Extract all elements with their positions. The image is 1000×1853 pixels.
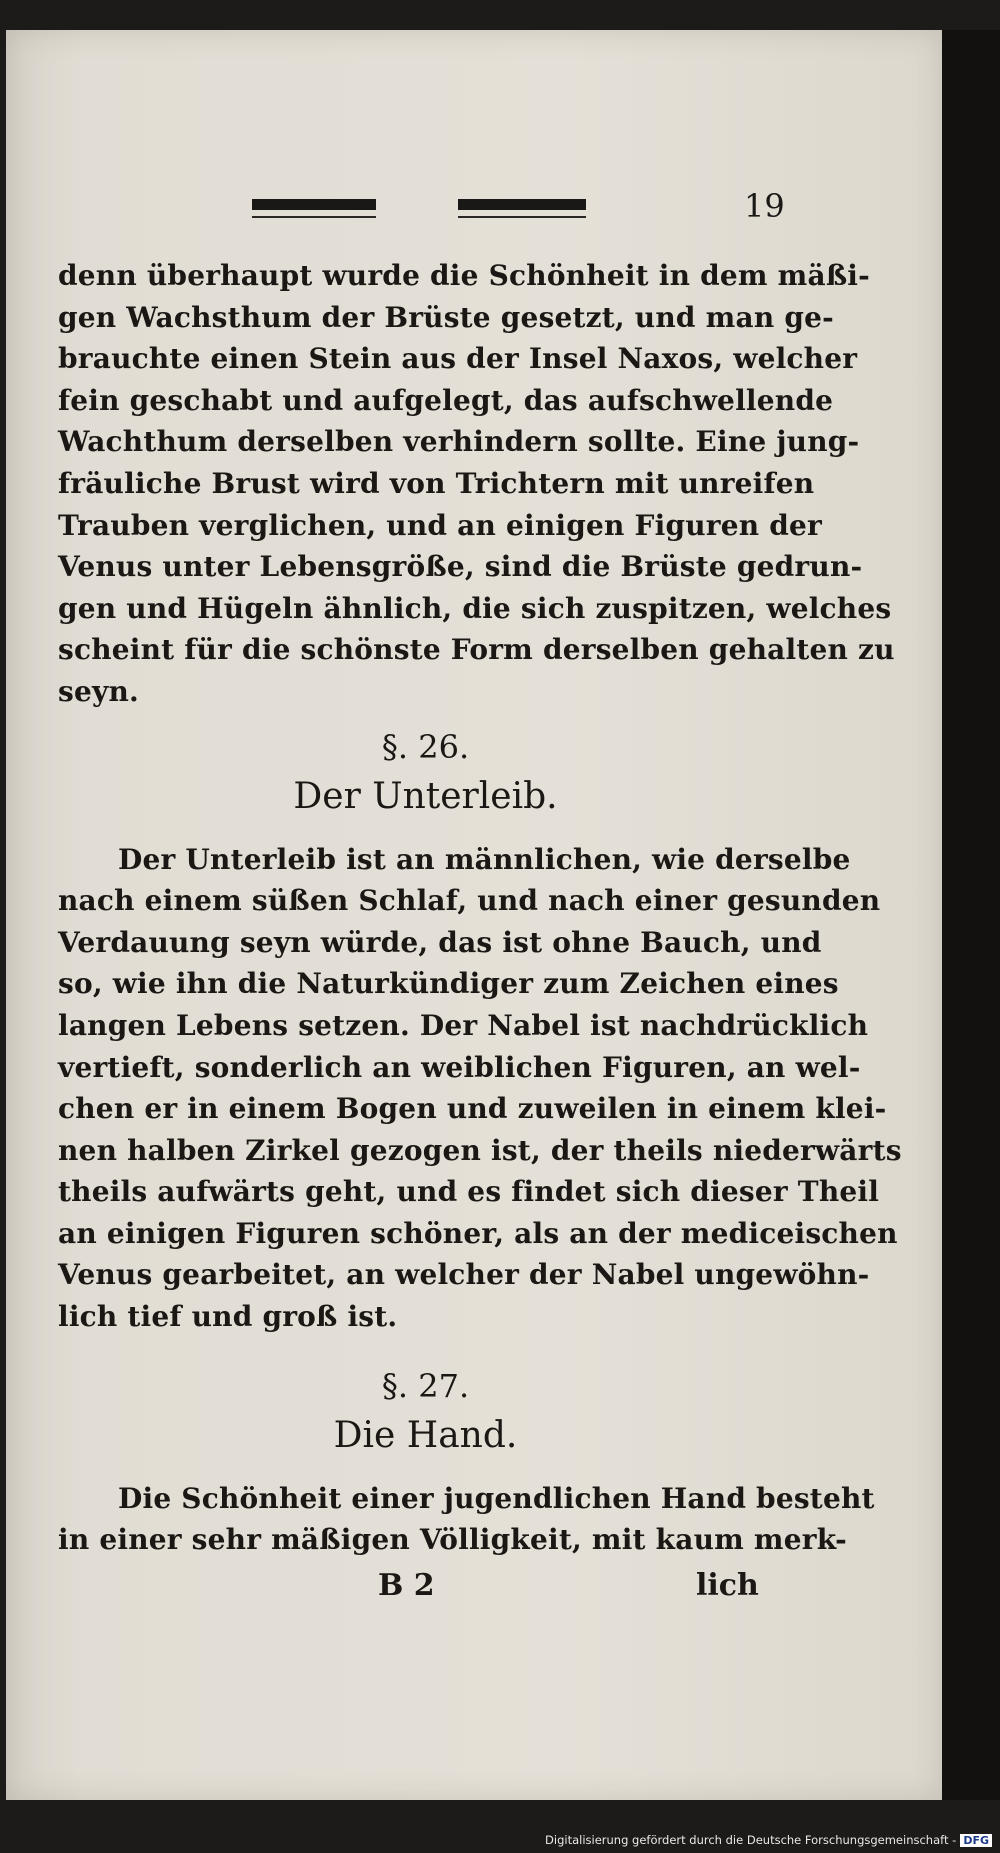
text-line: Der Unterleib ist an männlichen, wie derselbe xyxy=(118,842,851,876)
text-line: scheint für die schönste Form derselben gehalten zu xyxy=(58,633,895,667)
digitization-credit xyxy=(545,1833,992,1847)
text-line: lich tief und groß ist. xyxy=(58,1300,398,1334)
page-number: 19 xyxy=(744,187,785,225)
text-line: chen er in einem Bogen und zuweilen in einem klei- xyxy=(58,1092,887,1126)
text-line: fein geschabt und aufgelegt, das aufschwellende xyxy=(58,383,834,417)
book-page xyxy=(6,30,942,1800)
signature-mark: B 2 xyxy=(378,1568,435,1603)
section-title: Die Hand. xyxy=(333,1414,518,1456)
section-number: §. 27. xyxy=(381,1366,470,1405)
text-line: Venus unter Lebensgröße, sind die Brüste gedrun- xyxy=(58,550,863,584)
page-header xyxy=(6,185,942,235)
text-line: Wachthum derselben verhindern sollte. Eine jung- xyxy=(58,425,860,459)
text-line: Trauben verglichen, und an einigen Figuren der xyxy=(58,508,823,542)
credit-text: Digitalisierung gefördert durch die Deutsche Forschungsgemeinschaft - xyxy=(545,1833,957,1847)
text-line: denn überhaupt wurde die Schönheit in dem mäßi- xyxy=(58,259,870,292)
text-line: nen halben Zirkel gezogen ist, der theils niederwärts xyxy=(58,1133,902,1167)
text-line: Die Schönheit einer jugendlichen Hand besteht xyxy=(118,1481,875,1515)
paragraph-abdomen xyxy=(58,839,902,1338)
paragraph-breasts xyxy=(58,255,895,713)
header-ornament-left xyxy=(252,193,376,221)
text-line: seyn. xyxy=(58,674,139,708)
text-line: gen Wachsthum der Brüste gesetzt, und man ge- xyxy=(58,300,834,334)
text-line: vertieft, sonderlich an weiblichen Figuren, an wel- xyxy=(58,1050,861,1084)
text-line: Venus gearbeitet, an welcher der Nabel ungewöhn- xyxy=(58,1258,870,1292)
header-ornament-right xyxy=(458,193,586,221)
text-line: langen Lebens setzen. Der Nabel ist nachdrücklich xyxy=(58,1008,869,1042)
text-line: an einigen Figuren schöner, als an der mediceischen xyxy=(58,1216,898,1250)
scan-background-edge xyxy=(942,30,1000,1800)
catchword: lich xyxy=(696,1568,759,1603)
text-line: fräuliche Brust wird von Trichtern mit unreifen xyxy=(58,466,815,500)
section-number: §. 26. xyxy=(381,727,470,766)
text-line: gen und Hügeln ähnlich, die sich zuspitzen, welches xyxy=(58,591,892,625)
text-line: Verdauung seyn würde, das ist ohne Bauch, und xyxy=(58,925,822,959)
text-line: nach einem süßen Schlaf, und nach einer gesunden xyxy=(58,884,881,918)
text-line: in einer sehr mäßigen Völligkeit, mit kaum merk- xyxy=(58,1523,847,1557)
text-line: brauchte einen Stein aus der Insel Naxos, welcher xyxy=(58,342,858,376)
page-body xyxy=(58,255,902,1561)
dfg-logo: DFG xyxy=(960,1834,992,1847)
text-line: so, wie ihn die Naturkündiger zum Zeichen eines xyxy=(58,967,839,1001)
section-title: Der Unterleib. xyxy=(293,775,558,817)
text-line: theils aufwärts geht, und es findet sich dieser Theil xyxy=(58,1175,880,1209)
paragraph-hand xyxy=(58,1478,875,1561)
